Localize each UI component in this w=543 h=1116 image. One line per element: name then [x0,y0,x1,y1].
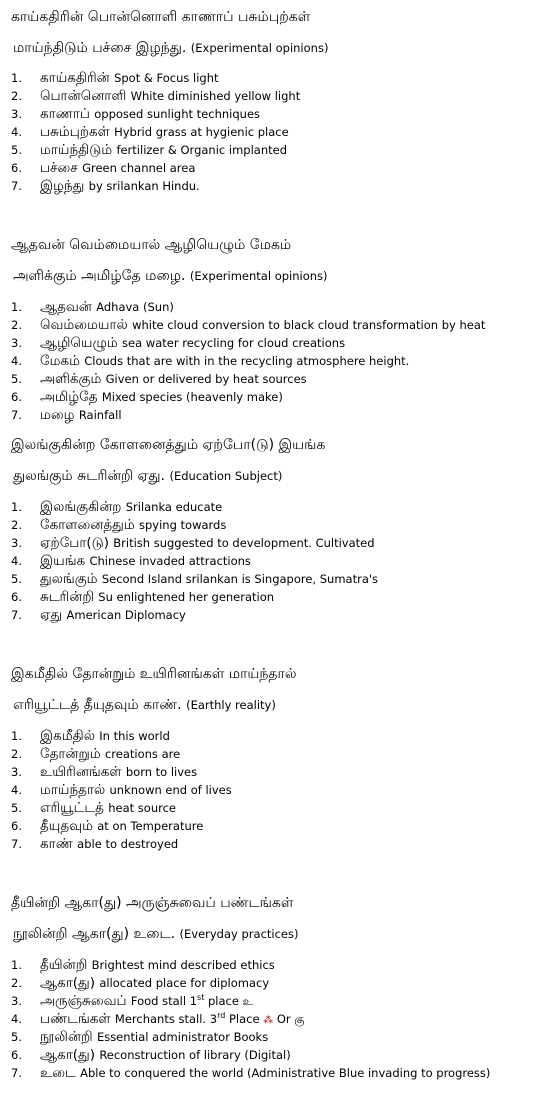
tamil-word: இகமீதில் [40,728,95,744]
tamil-word: மேகம் [40,353,80,369]
english-meaning: creations are [104,747,181,761]
english-meaning: Spot & Focus light [114,71,219,85]
tamil-word: ஏற்போ(டு) [40,535,109,551]
list-item: 1. தீயின்றி Brightest mind described ethics [11,957,275,973]
verse-line-2: மாய்ந்திடும் பச்சை இழந்து. (Experimental opinions) [13,40,329,56]
english-meaning: British suggested to development. Cultivated [113,536,375,550]
english-meaning: White diminished yellow light [130,89,301,103]
english-meaning: Clouds that are with in the recycling atmosphere height. [84,354,410,368]
tamil-word: தோன்றும் [40,746,101,762]
list-item: 3. ஆழியெழும் sea water recycling for cloud creations [11,335,346,351]
list-item: 7. மழை Rainfall [11,407,122,423]
list-item: 6. அமிழ்தே Mixed species (heavenly make) [11,389,283,405]
list-item: 5. துலங்கும் Second Island srilankan is Singapore, Sumatra's [11,571,379,587]
english-meaning: born to lives [125,765,198,779]
english-meaning: Green channel area [82,161,196,175]
english-meaning: In this world [99,729,170,743]
tamil-word: இயங்க [40,553,86,569]
list-item: 1. இலங்குகின்ற Srilanka educate [11,499,223,515]
tamil-word: கோளனைத்தும் [40,517,135,533]
english-meaning: allocated place for diplomacy [99,976,270,990]
tamil-word: பொன்னொளி [40,88,127,104]
list-item: 5. மாய்ந்திடும் fertilizer & Organic implanted [11,142,288,158]
english-meaning: Food stall 1st place உ [130,993,254,1008]
tamil-word: காய்கதிரின் [40,70,110,86]
list-item: 1. காய்கதிரின் Spot & Focus light [11,70,219,86]
english-meaning: Chinese invaded attractions [89,554,251,568]
list-item: 1. இகமீதில் In this world [11,728,170,744]
english-meaning: Second Island srilankan is Singapore, Sumatra's [101,572,379,586]
verse-line-2: நூலின்றி ஆகா(து) உடை. (Everyday practices) [13,926,299,942]
english-meaning: white cloud conversion to black cloud transformation by heat [132,318,486,332]
list-item: 1. ஆதவன் Adhava (Sun) [11,299,174,315]
tamil-word: மழை [40,407,75,423]
tamil-word: பச்சை [40,160,78,176]
list-item: 5. எரியூட்டத் heat source [11,800,176,816]
english-meaning: by srilankan Hindu. [88,179,200,193]
category-note: (Experimental opinions) [190,41,329,55]
tamil-word: பசும்புற்கள் [40,124,110,140]
tamil-word: வெம்மையால் [40,317,128,333]
tamil-word: துலங்கும் [40,571,98,587]
english-meaning: Srilanka educate [125,500,223,514]
tamil-word: உடை [40,1065,76,1081]
tamil-word: தீயின்றி [40,957,88,973]
list-item: 3. காணாப் opposed sunlight techniques [11,106,261,122]
english-meaning: Hybrid grass at hygienic place [114,125,289,139]
list-item: 6. பச்சை Green channel area [11,160,196,176]
verse-line-2: எரியூட்டத் தீயுதவும் காண். (Earthly reality) [13,697,276,713]
english-meaning: Brightest mind described ethics [91,958,275,972]
english-meaning: spying towards [138,518,227,532]
list-item: 3. ஏற்போ(டு) British suggested to development. Cultivated [11,535,375,551]
list-item: 7. இழந்து by srilankan Hindu. [11,178,200,194]
english-meaning: sea water recycling for cloud creations [122,336,346,350]
english-meaning: fertilizer & Organic implanted [116,143,288,157]
list-item: 6. தீயுதவும் at on Temperature [11,818,204,834]
list-item: 2. ஆகா(து) allocated place for diplomacy [11,975,270,991]
list-item: 5. நூலின்றி Essential administrator Books [11,1029,269,1045]
tamil-word: காண் [40,836,73,852]
list-item: 4. மேகம் Clouds that are with in the recycling atmosphere height. [11,353,410,369]
english-meaning: Merchants stall. 3rd Place ⁂ Or கு [114,1011,305,1026]
english-meaning: Rainfall [78,408,122,422]
english-meaning: Adhava (Sun) [96,300,174,314]
english-meaning: Su enlightened her generation [98,590,275,604]
verse-line-1: காய்கதிரின் பொன்னொளி காணாப் பசும்புற்கள் [11,9,311,25]
verse-line-1: இலங்குகின்ற கோளனைத்தும் ஏற்போ(டு) இயங்க [11,437,326,453]
english-meaning: at on Temperature [97,819,204,833]
verse-line-2: அளிக்கும் அமிழ்தே மழை. (Experimental opinions) [13,268,328,284]
tamil-word: இலங்குகின்ற [40,499,122,515]
tamil-word: மாய்ந்தால் [40,782,106,798]
english-meaning: unknown end of lives [109,783,232,797]
list-item: 2. கோளனைத்தும் spying towards [11,517,227,533]
category-note: (Experimental opinions) [189,269,328,283]
tamil-word: அருஞ்சுவைப் [40,993,127,1009]
tamil-word: இழந்து [40,178,85,194]
tamil-word: ஆழியெழும் [40,335,118,351]
tamil-word: சுடரின்றி [40,589,94,605]
verse-line-1: தீயின்றி ஆகா(து) அருஞ்சுவைப் பண்டங்கள் [11,895,294,911]
category-note: (Earthly reality) [186,698,276,712]
tamil-word: தீயுதவும் [40,818,93,834]
english-meaning: Given or delivered by heat sources [105,372,307,386]
verse-line-1: இகமீதில் தோன்றும் உயிரினங்கள் மாய்ந்தால் [11,666,297,682]
english-meaning: able to destroyed [77,837,179,851]
tamil-word: ஏது [40,607,63,623]
english-meaning: Essential administrator Books [96,1030,269,1044]
category-note: (Education Subject) [169,469,283,483]
english-meaning: opposed sunlight techniques [94,107,261,121]
verse-line-2: துலங்கும் சுடரின்றி ஏது. (Education Subject) [13,468,283,484]
tamil-word: ஆகா(து) [40,1047,96,1063]
tamil-word: பண்டங்கள் [40,1011,111,1027]
english-meaning: American Diplomacy [66,608,186,622]
tamil-word: அமிழ்தே [40,389,98,405]
list-item: 4. இயங்க Chinese invaded attractions [11,553,251,569]
list-item: 2. வெம்மையால் white cloud conversion to black cloud transformation by heat [11,317,486,333]
list-item: 6. சுடரின்றி Su enlightened her generation [11,589,275,605]
tamil-word: உயிரினங்கள் [40,764,122,780]
verse-line-1: ஆதவன் வெம்மையால் ஆழியெழும் மேகம் [11,237,292,253]
list-item: 4. மாய்ந்தால் unknown end of lives [11,782,232,798]
ordinal-suffix: st [197,993,205,1003]
english-meaning: Reconstruction of library (Digital) [99,1048,291,1062]
list-item: 7. உடை Able to conquered the world (Administrative Blue invading to progress) [11,1065,491,1081]
tamil-word: காணாப் [40,106,90,122]
tamil-word: எரியூட்டத் [40,800,104,816]
tamil-word: மாய்ந்திடும் [40,142,113,158]
tamil-word: நூலின்றி [40,1029,93,1045]
english-meaning: Able to conquered the world (Administrative Blue invading to progress) [80,1066,491,1080]
list-item: 4. பண்டங்கள் Merchants stall. 3rd Place ⁂ Or கு [11,1011,305,1027]
list-item: 7. ஏது American Diplomacy [11,607,186,623]
list-item: 2. தோன்றும் creations are [11,746,181,762]
tamil-word: அளிக்கும் [40,371,102,387]
symbol-mark: ⁂ [263,1015,274,1026]
list-item: 3. உயிரினங்கள் born to lives [11,764,198,780]
list-item: 6. ஆகா(து) Reconstruction of library (Digital) [11,1047,291,1063]
list-item: 3. அருஞ்சுவைப் Food stall 1st place உ [11,993,254,1009]
list-item: 5. அளிக்கும் Given or delivered by heat sources [11,371,307,387]
list-item: 2. பொன்னொளி White diminished yellow light [11,88,301,104]
category-note: (Everyday practices) [179,927,299,941]
english-meaning: Mixed species (heavenly make) [101,390,283,404]
ordinal-suffix: rd [217,1011,226,1021]
list-item: 7. காண் able to destroyed [11,836,179,852]
tamil-word: ஆகா(து) [40,975,96,991]
english-meaning: heat source [108,801,176,815]
tamil-word: ஆதவன் [40,299,92,315]
list-item: 4. பசும்புற்கள் Hybrid grass at hygienic place [11,124,289,140]
